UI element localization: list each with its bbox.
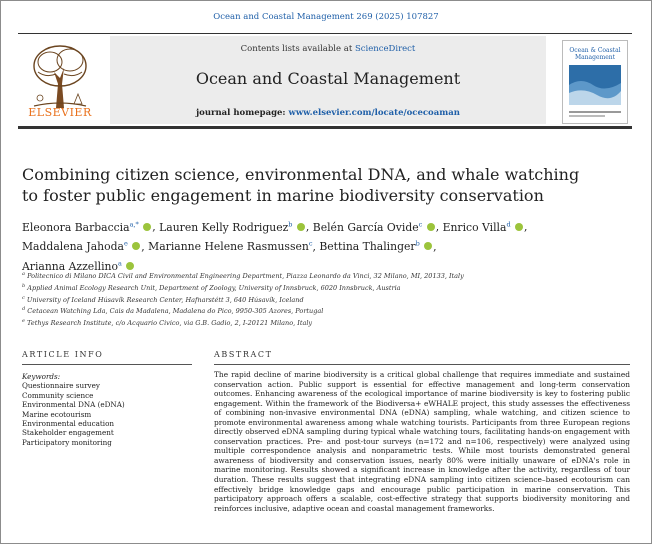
article-title: Combining citizen science, environmental DNA, and whale watching to foster public engagement in marine biodiversity conservation	[22, 165, 580, 205]
journal-title: Ocean and Coastal Management	[195, 69, 461, 88]
keyword-item: Questionnaire survey	[22, 381, 100, 391]
cover-wave-image-icon	[563, 41, 627, 123]
contents-line	[110, 44, 546, 54]
elsevier-wordmark[interactable]: ELSEVIER	[28, 106, 92, 119]
orcid-icon[interactable]	[143, 223, 151, 231]
orcid-icon[interactable]	[297, 223, 305, 231]
homepage-url-link[interactable]: www.elsevier.com/locate/ocecoaman	[288, 108, 460, 118]
author[interactable]: Belén García Ovide$^c$	[313, 221, 436, 234]
abstract-heading: ABSTRACT	[214, 350, 273, 359]
header-top-rule	[18, 33, 632, 34]
author[interactable]: Enrico Villa$^d$	[443, 221, 524, 234]
keyword-item: Community science	[22, 390, 94, 400]
cover-title: Ocean & Coastal Management	[569, 47, 621, 61]
keyword-item: Environmental education	[22, 419, 115, 429]
author[interactable]: Arianna Azzellino$^a$	[22, 260, 135, 273]
journal-homepage	[110, 108, 546, 118]
header-bottom-rule	[18, 126, 632, 129]
orcid-icon[interactable]	[515, 223, 523, 231]
affiliation-item: $^b$ Applied Animal Ecology Research Unit, Department of Zoology, University of Innsbruck, 6020 Innsbruck, Austria	[22, 282, 401, 292]
affiliation-list	[22, 270, 622, 329]
article-info-heading: ARTICLE INFO	[22, 350, 104, 359]
author[interactable]: Eleonora Barbaccia$^{a,*}$	[22, 221, 152, 234]
abstract-body: The rapid decline of marine biodiversity is a critical global challenge that requires immediate and sustained conservation action. Public support is essential for effective management and long-term conservation outcomes. Enhancing awareness of the ecological importance of marine biodiversity is key to fostering public engagement. Within the framework of the Biodiversa+ eWHALE project, this study assesses the effectiveness of combining non-invasive environmental DNA (eDNA) sampling, whale watching, and citizen science to promote environmental awareness among whale watching tourists. Participants from three European regions directly observed eDNA sampling during typical whale watching tours, facilitating hands-on engagement with conservation practices. Pre- and post-tour surveys (n=172 and n=106, respectively) were analyzed using multiple correspondence analysis and nonparametric tests. While most tourists demonstrated general awareness of biodiversity and conservation issues, nearly 80% were initially unaware of eDNA's role in marine monitoring. Results showed a significant increase in knowledge after the activity, regardless of tour duration. These results suggest that integrating eDNA sampling into citizen science–based ecotourism can effectively bridge knowledge gaps and encourage public participation in marine conservation. This participatory approach offers a scalable, cost-effective strategy that supports biodiversity monitoring and reinforces inclusive, adaptive ocean and coastal management frameworks.	[214, 370, 630, 513]
affiliation-item: $^a$ Politecnico di Milano DICA Civil and Environmental Engineering Department, Piazza Leonardo da Vinci, 32 Milano, MI, 20133, Italy	[22, 271, 464, 281]
affiliation-item: $^c$ University of Iceland Húsavík Research Center, Hafnarstétt 3, 640 Húsavík, Iceland	[22, 294, 304, 304]
contents-prefix: Contents lists available at	[240, 44, 355, 54]
keyword-item: Marine ecotourism	[22, 409, 92, 419]
author[interactable]: Maddalena Jahoda$^e$	[22, 240, 141, 253]
orcid-icon[interactable]	[427, 223, 435, 231]
orcid-icon[interactable]	[126, 262, 134, 270]
journal-cover-thumbnail[interactable]	[562, 40, 628, 124]
keyword-item: Participatory monitoring	[22, 437, 112, 447]
abstract-rule	[214, 364, 630, 365]
author[interactable]: Marianne Helene Rasmussen$^c$	[148, 239, 313, 254]
sciencedirect-link[interactable]: ScienceDirect	[354, 44, 416, 54]
keyword-item: Stakeholder engagement	[22, 428, 114, 438]
keyword-item: Environmental DNA (eDNA)	[22, 400, 125, 410]
affiliation-item: $^d$ Cetacean Watching Lda, Cais da Madalena, Madalena do Pico, 9950-305 Azores, Portugal	[22, 306, 324, 316]
homepage-label: journal homepage:	[196, 108, 289, 118]
author[interactable]: Bettina Thalinger$^b$	[319, 240, 433, 253]
affiliation-item: $^e$ Tethys Research Institute, c/o Acquario Civico, via G.B. Gadio, 2, I-20121 Milano, Italy	[22, 318, 313, 328]
article-info-rule	[22, 364, 192, 365]
journal-citation[interactable]: Ocean and Coastal Management 269 (2025) 107827	[213, 12, 439, 22]
keywords-label: Keywords:	[22, 372, 61, 381]
orcid-icon[interactable]	[424, 242, 432, 250]
orcid-icon[interactable]	[132, 242, 140, 250]
author[interactable]: Lauren Kelly Rodriguez$^b$	[159, 221, 306, 234]
author-list: Eleonora Barbaccia$^{a,*}$ , Lauren Kelly Rodriguez$^b$ , Belén García Ovide$^c$ , Enrico Villa$^d$ , Maddalena Jahoda$^e$ , Marianne Helene Rasmussen$^c$, Bettina Thalinger$^b$ , Arianna Azzellino$^a$	[22, 220, 528, 273]
keywords-section	[22, 372, 192, 447]
